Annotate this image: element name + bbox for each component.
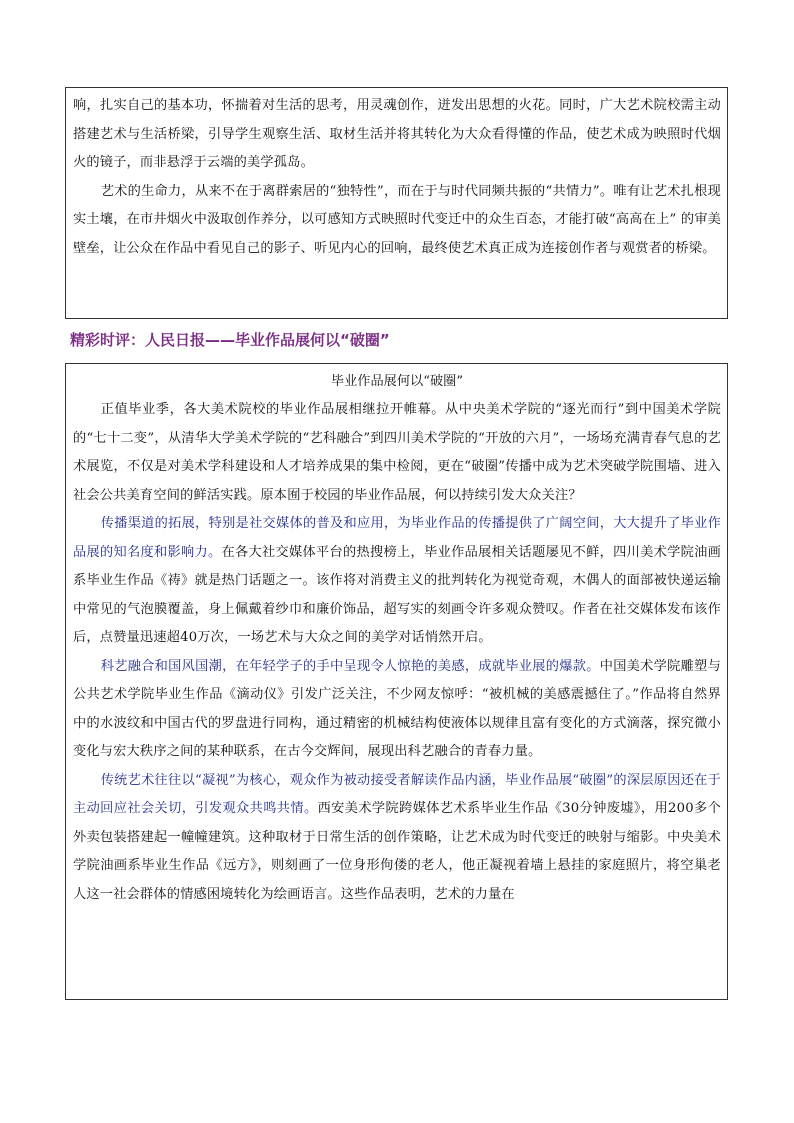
paragraph-text: 西安美术学院跨媒体艺术系毕业生作品《30分钟废墟》，用200多个外卖包装搭建起一幢幢建筑。这种取材于日常生活的创作策略，让艺术成为时代变迁的映射与缩影。中央美术学院油画系毕业生作品《远方》，则刻画了一位身形佝偻的老人，他正凝视着墙上悬挂的家庭照片，将空巢老人这一社会群体的情感困境转化为绘画语言。这些作品表明，艺术的力量在 — [73, 801, 721, 902]
highlighted-sentence: 传播渠道的拓展，特别是社交媒体的普及和应用，为毕业作品的传播提供了广阔空间，大大提升了毕业作品展的知名度和影响力。 — [73, 516, 721, 560]
preceding-text-box — [65, 87, 728, 319]
section-heading: 精彩时评：人民日报——毕业作品展何以“破圈” — [70, 331, 390, 349]
paragraph: 正值毕业季，各大美术院校的毕业作品展相继拉开帷幕。从中央美术学院的“逐光而行”到中国美术学院的“七十二变”，从清华大学美术学院的“艺科融合”到四川美术学院的“开放的六月”，一场场充满青春气息的艺术展览，不仅是对美术学科建设和人才培养成果的集中检阅，更在“破圈”传播中成为艺术突破学院围墙、进入社会公共美育空间的鲜活实践。原本囿于校园的毕业作品展，何以持续引发大众关注？ — [73, 402, 721, 503]
paragraph: 艺术的生命力，从来不在于离群索居的“独特性”，而在于与时代同频共振的“共情力”。唯有让艺术扎根现实土壤，在市井烟火中汲取创作养分，以可感知方式映照时代变迁中的众生百态，才能打破“高高在上” 的审美壁垒，让公众在作品中看见自己的影子、听见内心的回响，最终使艺术真正成为连接创作者与观赏者的桥梁。 — [73, 183, 721, 256]
highlighted-sentence: 传统艺术往往以“凝视”为核心，观众作为被动接受者解读作品内涵，毕业作品展“破圈”的深层原因还在于主动回应社会关切，引发观众共鸣共情。 — [73, 772, 721, 816]
article-box — [65, 363, 728, 1000]
paragraph — [73, 510, 721, 653]
paragraph-text: 中国美术学院雕塑与公共艺术学院毕业生作品《滴动仪》引发广泛关注，不少网友惊呼：“被机械的美感震撼住了。”作品将自然界中的水波纹和中国古代的罗盘进行同构，通过精密的机械结构使液体以规律且富有变化的方式滴落，探究微小变化与宏大秩序之间的某种联系，在古今交辉间，展现出科艺融合的青春力量。 — [73, 658, 721, 759]
article-title: 毕业作品展何以“破圈” — [330, 374, 464, 389]
highlighted-sentence: 科艺融合和国风国潮，在年轻学子的手中呈现令人惊艳的美感，成就毕业展的爆款。 — [100, 658, 600, 674]
paragraph-text: 在各大社交媒体平台的热搜榜上，毕业作品展相关话题屡见不鲜，四川美术学院油画系毕业生作品《祷》就是热门话题之一。该作将对消费主义的批判转化为视觉奇观，木偶人的面部被快递运输中常见的气泡膜覆盖，身上佩戴着纱巾和廉价饰品，超写实的刻画令许多观众赞叹。作者在社交媒体发布该作后，点赞量迅速超40万次，一场艺术与大众之间的美学对话悄然开启。 — [73, 544, 721, 645]
paragraph — [73, 767, 721, 910]
paragraph: 响，扎实自己的基本功，怀揣着对生活的思考，用灵魂创作，迸发出思想的火花。同时，广大艺术院校需主动搭建艺术与生活桥梁，引导学生观察生活、取材生活并将其转化为大众看得懂的作品，使艺术成为映照时代烟火的镜子，而非悬浮于云端的美学孤岛。 — [73, 98, 721, 170]
paragraph — [73, 653, 721, 767]
